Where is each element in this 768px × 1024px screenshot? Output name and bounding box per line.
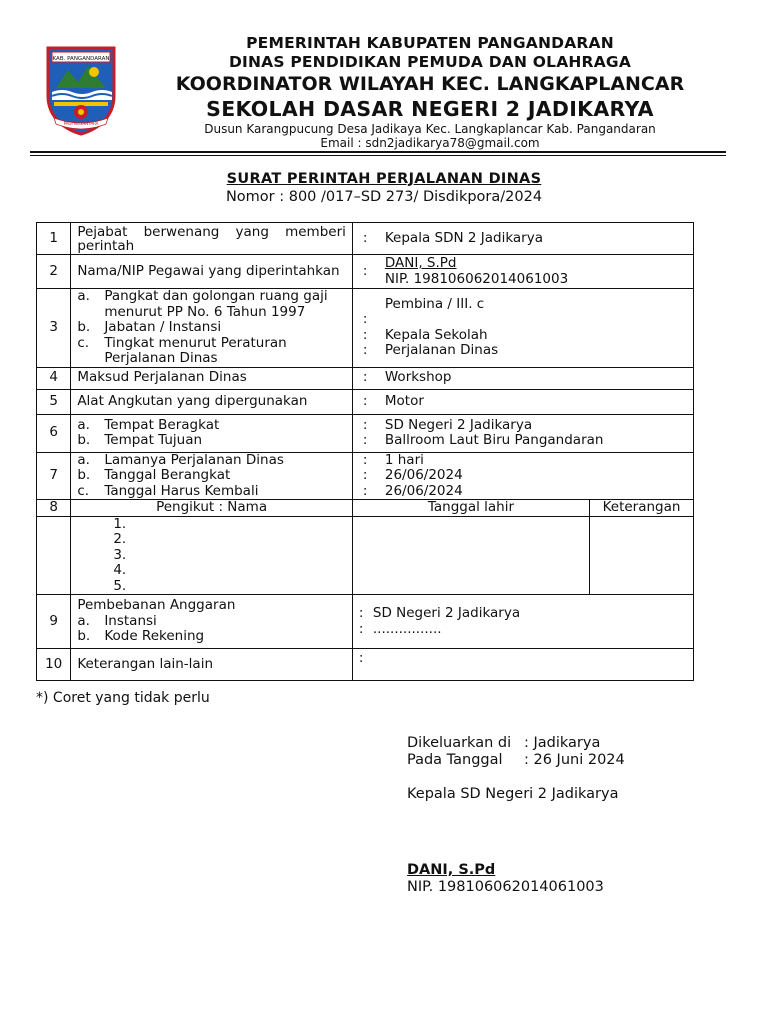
row-number: 10: [37, 649, 71, 681]
document-number: Nomor : 800 /017–SD 273/ Disdikpora/2024: [225, 189, 543, 205]
travel-order-table: [36, 222, 694, 681]
logo-banner-text: KAB. PANGANDARAN: [52, 56, 110, 62]
employee-nip: NIP. 198106062014061003: [384, 270, 569, 287]
letterhead-address: Dusun Karangpucung Desa Jadikaya Kec. Langkaplancar Kab. Pangandaran: [204, 122, 656, 136]
signer-nip: NIP. 198106062014061003: [407, 879, 604, 895]
signer-name: DANI, S.Pd: [407, 862, 496, 878]
letterhead-school: SEKOLAH DASAR NEGERI 2 JADIKARYA: [206, 97, 654, 121]
letterhead-email: Email : sdn2jadikarya78@gmail.com: [320, 136, 540, 150]
followers-dob-cell: [352, 516, 589, 595]
row-label: a. Lamanya Perjalanan Dinas b. Tanggal Berangkat c. Tanggal Harus Kembali: [71, 452, 353, 500]
followers-list: [71, 516, 353, 595]
row-value: : Motor: [352, 389, 693, 414]
row-value: : Kepala SDN 2 Jadikarya: [352, 223, 693, 255]
list-item: 2.: [113, 531, 127, 547]
followers-dob-header: Tanggal lahir: [352, 500, 589, 517]
table-row: [37, 255, 694, 289]
list-item: 4.: [113, 562, 127, 578]
table-row: [37, 223, 694, 255]
date-label: Pada Tanggal: [407, 752, 503, 768]
row-value: Pembina / III. c : : Kepala Sekolah : Perjalanan Dinas: [352, 289, 693, 368]
list-item: 3.: [113, 546, 127, 563]
table-row: [37, 500, 694, 517]
signature-block: [407, 735, 625, 896]
row-label: a. Tempat Beragkat b. Tempat Tujuan: [71, 414, 353, 452]
row-label: Maksud Perjalanan Dinas: [71, 367, 353, 389]
issued-at-value: : Jadikarya: [524, 735, 601, 751]
table-row: [37, 414, 694, 452]
row-label: Pejabat berwenang yang memberi perintah: [71, 223, 353, 255]
table-row: [37, 649, 694, 681]
row-value: : SD Negeri 2 Jadikarya : Ballroom Laut Biru Pangandaran: [352, 414, 693, 452]
date-value: : 26 Juni 2024: [524, 752, 625, 768]
table-row: [37, 452, 694, 500]
row-label: Pembebanan Anggaran a. Instansi b. Kode Rekening: [71, 595, 353, 649]
row-number: 7: [37, 452, 71, 500]
followers-name-header: Pengikut : Nama: [71, 500, 353, 517]
table-row: [37, 516, 694, 595]
row-value: :: [352, 649, 693, 681]
letterhead-rule-thick: [30, 151, 726, 153]
letterhead-rule-thin: [30, 155, 726, 156]
row-label: a. Pangkat dan golongan ruang gaji menurut PP No. 6 Tahun 1997 b. Jabatan / Instansi c. Tingkat menurut Peraturan Perjalanan Dinas: [71, 289, 353, 368]
row-number: 5: [37, 389, 71, 414]
row-value: : Workshop: [352, 367, 693, 389]
row-label: Nama/NIP Pegawai yang diperintahkan: [71, 255, 353, 289]
list-item: 1.: [113, 515, 127, 532]
followers-note-header: Keterangan: [590, 500, 694, 517]
footnote: *) Coret yang tidak perlu: [36, 690, 210, 706]
row-value: : 1 hari : 26/06/2024 : 26/06/2024: [352, 452, 693, 500]
letterhead: [150, 34, 710, 150]
row-number: 9: [37, 595, 71, 649]
document-title: [0, 170, 768, 207]
table-row: [37, 595, 694, 649]
row-label: Keterangan lain-lain: [71, 649, 353, 681]
row-value: : SD Negeri 2 Jadikarya : ................: [352, 595, 693, 649]
letterhead-department: DINAS PENDIDIKAN PEMUDA DAN OLAHRAGA: [228, 53, 632, 71]
row-number: 8: [37, 500, 71, 517]
list-item: 5.: [113, 577, 127, 594]
row-number: 2: [37, 255, 71, 289]
row-number: 6: [37, 414, 71, 452]
issued-at-label: Dikeluarkan di: [407, 735, 512, 751]
signer-position: Kepala SD Negeri 2 Jadikarya: [407, 786, 619, 802]
logo-motto-text: PAGI NUSANTARA: [63, 121, 99, 126]
row-number: 1: [37, 223, 71, 255]
letterhead-government: PEMERINTAH KABUPATEN PANGANDARAN: [246, 34, 614, 52]
row-value: : DANI, S.Pd NIP. 198106062014061003: [352, 255, 693, 289]
table-row: [37, 389, 694, 414]
followers-note-cell: [590, 516, 694, 595]
row-label: Alat Angkutan yang dipergunakan: [71, 389, 353, 414]
table-row: [37, 367, 694, 389]
table-row: [37, 289, 694, 368]
row-number: 4: [37, 367, 71, 389]
letterhead-coordinator: KOORDINATOR WILAYAH KEC. LANGKAPLANCAR: [175, 73, 685, 95]
document-heading: SURAT PERINTAH PERJALANAN DINAS: [226, 171, 542, 187]
pangandaran-regency-crest-icon: [44, 44, 118, 136]
row-number: 3: [37, 289, 71, 368]
employee-name: DANI, S.Pd: [384, 255, 457, 271]
